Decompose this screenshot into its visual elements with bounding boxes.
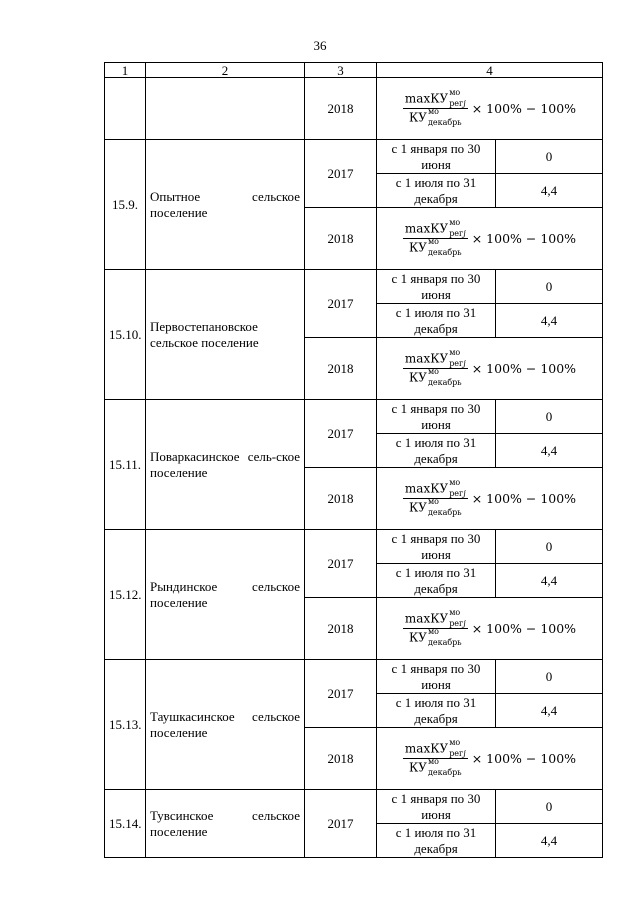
formula-tail: × 100% − 100% <box>471 230 577 246</box>
formula-numerator: maxКУ мо регj <box>404 218 466 238</box>
formula-tail: × 100% − 100% <box>471 490 577 506</box>
formula-tail: × 100% − 100% <box>471 100 577 116</box>
name-cell: Опытное сельское поселение <box>146 140 305 270</box>
period-cell: с 1 июля по 31 декабря <box>377 434 496 468</box>
number-cell: 15.11. <box>105 400 146 530</box>
column-header: 2 <box>146 63 305 78</box>
value-cell: 0 <box>496 140 603 174</box>
formula-tail: × 100% − 100% <box>471 360 577 376</box>
value-cell: 4,4 <box>496 434 603 468</box>
period-cell: с 1 июля по 31 декабря <box>377 824 496 858</box>
period-cell: с 1 июля по 31 декабря <box>377 564 496 598</box>
value-cell: 4,4 <box>496 824 603 858</box>
formula-cell <box>377 468 603 530</box>
period-cell: с 1 июля по 31 декабря <box>377 694 496 728</box>
formula-fraction <box>403 738 468 777</box>
table-row <box>105 660 603 694</box>
column-header: 3 <box>305 63 377 78</box>
value-cell: 4,4 <box>496 304 603 338</box>
coefficient-formula <box>381 478 598 517</box>
value-cell: 0 <box>496 660 603 694</box>
coefficient-formula <box>381 738 598 777</box>
value-cell: 4,4 <box>496 564 603 598</box>
coefficient-formula <box>381 608 598 647</box>
coefficient-formula <box>381 218 598 257</box>
period-cell: с 1 января по 30 июня <box>377 790 496 824</box>
formula-numerator: maxКУ мо регj <box>404 478 466 498</box>
formula-tail: × 100% − 100% <box>471 750 577 766</box>
year-cell: 2017 <box>305 790 377 858</box>
name-cell <box>146 78 305 140</box>
table-row <box>105 530 603 564</box>
formula-cell <box>377 598 603 660</box>
number-cell <box>105 78 146 140</box>
value-cell: 4,4 <box>496 174 603 208</box>
formula-fraction <box>403 478 468 517</box>
formula-denominator: КУ мо декабрь <box>408 627 462 647</box>
column-header: 4 <box>377 63 603 78</box>
formula-cell <box>377 78 603 140</box>
value-cell: 0 <box>496 270 603 304</box>
page-number: 36 <box>313 38 327 53</box>
formula-numerator: maxКУ мо регj <box>404 88 466 108</box>
year-cell: 2018 <box>305 468 377 530</box>
coefficient-formula <box>381 348 598 387</box>
formula-numerator: maxКУ мо регj <box>404 348 466 368</box>
year-cell: 2017 <box>305 660 377 728</box>
year-cell: 2017 <box>305 400 377 468</box>
value-cell: 0 <box>496 530 603 564</box>
table-row <box>105 270 603 304</box>
year-cell: 2018 <box>305 78 377 140</box>
period-cell: с 1 июля по 31 декабря <box>377 174 496 208</box>
number-cell: 15.14. <box>105 790 146 858</box>
name-cell: Первостепановское сельское поселение <box>146 270 305 400</box>
formula-cell <box>377 728 603 790</box>
formula-denominator: КУ мо декабрь <box>408 367 462 387</box>
number-cell: 15.13. <box>105 660 146 790</box>
table-header-row <box>105 63 603 78</box>
year-cell: 2017 <box>305 140 377 208</box>
name-cell: Рындинское сельское поселение <box>146 530 305 660</box>
period-cell: с 1 января по 30 июня <box>377 400 496 434</box>
formula-cell <box>377 338 603 400</box>
formula-numerator: maxКУ мо регj <box>404 738 466 758</box>
formula-fraction <box>403 608 468 647</box>
number-cell: 15.12. <box>105 530 146 660</box>
period-cell: с 1 января по 30 июня <box>377 660 496 694</box>
formula-tail: × 100% − 100% <box>471 620 577 636</box>
value-cell: 0 <box>496 400 603 434</box>
table-row <box>105 140 603 174</box>
year-cell: 2018 <box>305 338 377 400</box>
value-cell: 4,4 <box>496 694 603 728</box>
period-cell: с 1 июля по 31 декабря <box>377 304 496 338</box>
year-cell: 2018 <box>305 598 377 660</box>
value-cell: 0 <box>496 790 603 824</box>
table-row <box>105 400 603 434</box>
formula-numerator: maxКУ мо регj <box>404 608 466 628</box>
name-cell: Тувсинское сельское поселение <box>146 790 305 858</box>
formula-denominator: КУ мо декабрь <box>408 107 462 127</box>
number-cell: 15.10. <box>105 270 146 400</box>
year-cell: 2018 <box>305 728 377 790</box>
column-header: 1 <box>105 63 146 78</box>
name-cell: Поваркасинское сель-ское поселение <box>146 400 305 530</box>
formula-denominator: КУ мо декабрь <box>408 757 462 777</box>
table-row <box>105 790 603 824</box>
year-cell: 2017 <box>305 530 377 598</box>
formula-cell <box>377 208 603 270</box>
name-cell: Таушкасинское сельское поселение <box>146 660 305 790</box>
year-cell: 2018 <box>305 208 377 270</box>
settlements-table <box>104 62 603 858</box>
formula-denominator: КУ мо декабрь <box>408 237 462 257</box>
formula-fraction <box>403 88 468 127</box>
period-cell: с 1 января по 30 июня <box>377 530 496 564</box>
number-cell: 15.9. <box>105 140 146 270</box>
year-cell: 2017 <box>305 270 377 338</box>
coefficient-formula <box>381 88 598 127</box>
formula-fraction <box>403 348 468 387</box>
formula-fraction <box>403 218 468 257</box>
table-row <box>105 78 603 140</box>
formula-denominator: КУ мо декабрь <box>408 497 462 517</box>
period-cell: с 1 января по 30 июня <box>377 270 496 304</box>
period-cell: с 1 января по 30 июня <box>377 140 496 174</box>
